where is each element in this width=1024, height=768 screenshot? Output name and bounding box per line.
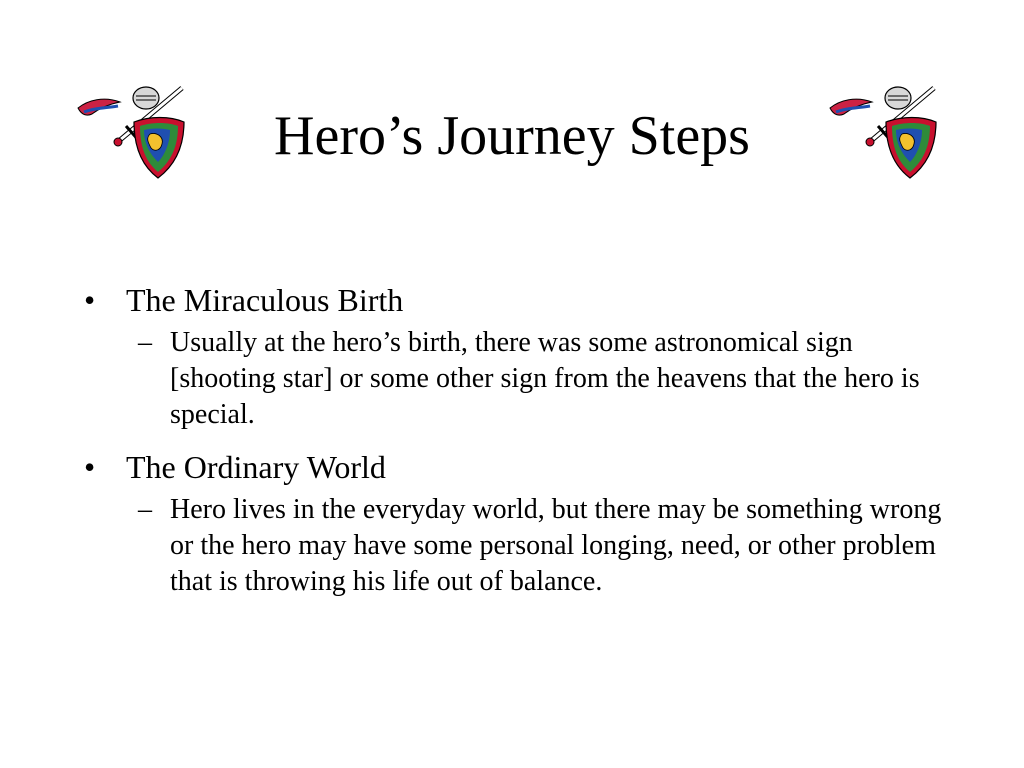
bullet-text: The Ordinary World — [126, 449, 386, 485]
sub-bullet-item — [84, 325, 964, 433]
slide-title: Hero’s Journey Steps — [274, 105, 750, 167]
bullet-marker: • — [84, 449, 96, 485]
bullet-list — [84, 280, 964, 614]
bullet-item — [84, 447, 964, 487]
bullet-marker: • — [84, 282, 96, 318]
bullet-item — [84, 280, 964, 320]
bullet-text: The Miraculous Birth — [126, 282, 404, 318]
sub-bullet-text: Hero lives in the everyday world, but there may be something wrong or the hero may have some personal longing, need, or other problem that is throwing his life out of balance. — [170, 494, 942, 597]
sub-bullet-text: Usually at the hero’s birth, there was some astronomical sign [shooting star] or some other sign from the heavens that the hero is special. — [170, 327, 920, 430]
dash-marker: – — [138, 494, 152, 525]
dash-marker: – — [138, 327, 152, 358]
sub-bullet-item — [84, 492, 964, 600]
